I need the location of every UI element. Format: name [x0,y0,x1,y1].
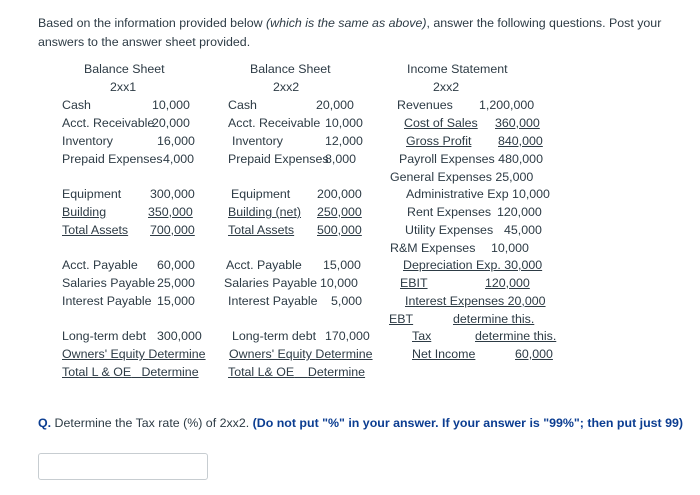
bs1-total-assets-value: 700,000 [150,223,195,237]
bs2-ar-label: Acct. Receivable [228,116,321,130]
bs2-ltd-label: Long-term debt [232,329,317,343]
is-tax-value: determine this. [475,329,557,343]
bs1-year: 2xx1 [110,80,137,94]
bs1-ap-label: Acct. Payable [62,258,138,272]
bs1-ap-value: 60,000 [157,258,195,272]
bs2-ap-value: 15,000 [323,258,361,272]
is-rent-label: Rent Expenses [407,205,492,219]
is-ebt-label: EBT [389,312,414,326]
bs2-oe-label: Owners' Equity [229,347,312,361]
bs2-cash-label: Cash [228,98,257,112]
is-year: 2xx2 [433,80,460,94]
bs2-prepaid-label: Prepaid Expenses [228,152,329,166]
bs1-cash-label: Cash [62,98,91,112]
bs2-interest-value: 5,000 [331,294,363,308]
bs1-equipment-label: Equipment [62,187,122,201]
is-ebt-value: determine this. [453,312,535,326]
bs2-prepaid-value: 8,000 [325,152,357,166]
question-body: Determine the Tax rate (%) of 2xx2. [51,416,253,430]
bs1-inventory-label: Inventory [62,134,113,148]
bs2-tloe-value: Determine [307,365,366,379]
bs1-ar-label: Acct. Receivable [62,116,155,130]
is-ebit-label: EBIT [400,276,428,290]
bs1-salaries-label: Salaries Payable [62,276,155,290]
instructions-paren: (which is the same as above) [266,16,427,30]
is-general: General Expenses 25,000 [390,170,534,184]
is-cos-value: 360,000 [495,116,540,130]
bs2-building-value: 250,000 [317,205,362,219]
question-prefix: Q. [38,416,52,430]
bs1-building-value: 350,000 [148,205,193,219]
bs1-prepaid-value: 4,000 [163,152,195,166]
bs2-cash-value: 20,000 [316,98,354,112]
is-net-income-label: Net Income [412,347,476,361]
bs1-equipment-value: 300,000 [150,187,195,201]
bs2-ltd-value: 170,000 [325,329,370,343]
bs1-tloe-value: Determine [141,365,199,379]
bs1-oe-label: Owners' Equity [62,347,145,361]
bs2-tloe-label: Total L& OE [228,365,295,379]
bs2-inventory-label: Inventory [232,134,283,148]
is-net-income-value: 60,000 [515,347,553,361]
bs2-title: Balance Sheet [250,62,331,76]
bs1-building-label: Building [62,205,107,219]
bs1-ltd-value: 300,000 [157,329,202,343]
is-cos-label: Cost of Sales [404,116,478,130]
bs2-interest-label: Interest Payable [228,294,318,308]
is-ebit-value: 120,000 [485,276,530,290]
bs1-cash-value: 10,000 [152,98,190,112]
bs2-salaries-value: 10,000 [320,276,358,290]
bs1-total-assets-label: Total Assets [62,223,129,237]
bs2-oe-value: Determine [315,347,373,361]
bs1-title: Balance Sheet [84,62,165,76]
is-tax-label: Tax [412,329,432,343]
is-utility-label: Utility Expenses [405,223,494,237]
bs1-interest-label: Interest Payable [62,294,152,308]
is-revenues-value: 1,200,000 [479,98,535,112]
is-rm-value: 10,000 [491,241,529,255]
is-gp-value: 840,000 [498,134,543,148]
bs1-tloe-label: Total L & OE [62,365,132,379]
instructions-lead: Based on the information provided below [38,16,266,30]
bs2-ap-label: Acct. Payable [226,258,302,272]
bs2-owners-equity [229,347,373,362]
question-note: (Do not put "%" in your answer. If your answer is "99%"; then put just 99) [252,416,684,430]
is-utility-value: 45,000 [504,223,542,237]
bs2-building-label: Building (net) [228,205,302,219]
is-admin: Administrative Exp 10,000 [406,187,550,201]
is-rent-value: 120,000 [497,205,542,219]
bs2-equipment-label: Equipment [231,187,291,201]
bs2-year: 2xx2 [273,80,300,94]
instructions [38,14,698,52]
bs1-total-l-oe [62,365,199,380]
bs2-total-assets-value: 500,000 [317,223,362,237]
is-payroll: Payroll Expenses 480,000 [399,152,543,166]
bs2-inventory-value: 12,000 [325,134,363,148]
is-revenues-label: Revenues [397,98,453,112]
bs2-equipment-value: 200,000 [317,187,362,201]
bs1-ltd-label: Long-term debt [62,329,147,343]
bs2-ar-value: 10,000 [325,116,363,130]
bs1-prepaid-label: Prepaid Expenses [62,152,163,166]
bs1-interest-value: 15,000 [157,294,195,308]
instructions-tail: , answer the following questions. Post your answers to the answer sheet provided. [38,16,662,49]
bs2-salaries-label: Salaries Payable [224,276,317,290]
bs1-salaries-value: 25,000 [157,276,195,290]
is-interest-expenses: Interest Expenses 20,000 [405,294,546,308]
bs2-total-l-oe [228,365,365,380]
bs1-oe-value: Determine [148,347,206,361]
is-rm-label: R&M Expenses [390,241,476,255]
bs1-owners-equity [62,347,206,362]
is-depreciation: Depreciation Exp. 30,000 [403,258,543,272]
bs2-total-assets-label: Total Assets [228,223,295,237]
bs1-inventory-value: 16,000 [157,134,195,148]
is-title: Income Statement [407,62,508,76]
bs1-ar-value: 20,000 [152,116,190,130]
is-gp-label: Gross Profit [406,134,472,148]
question-text [38,416,683,430]
answer-input[interactable] [38,453,208,480]
